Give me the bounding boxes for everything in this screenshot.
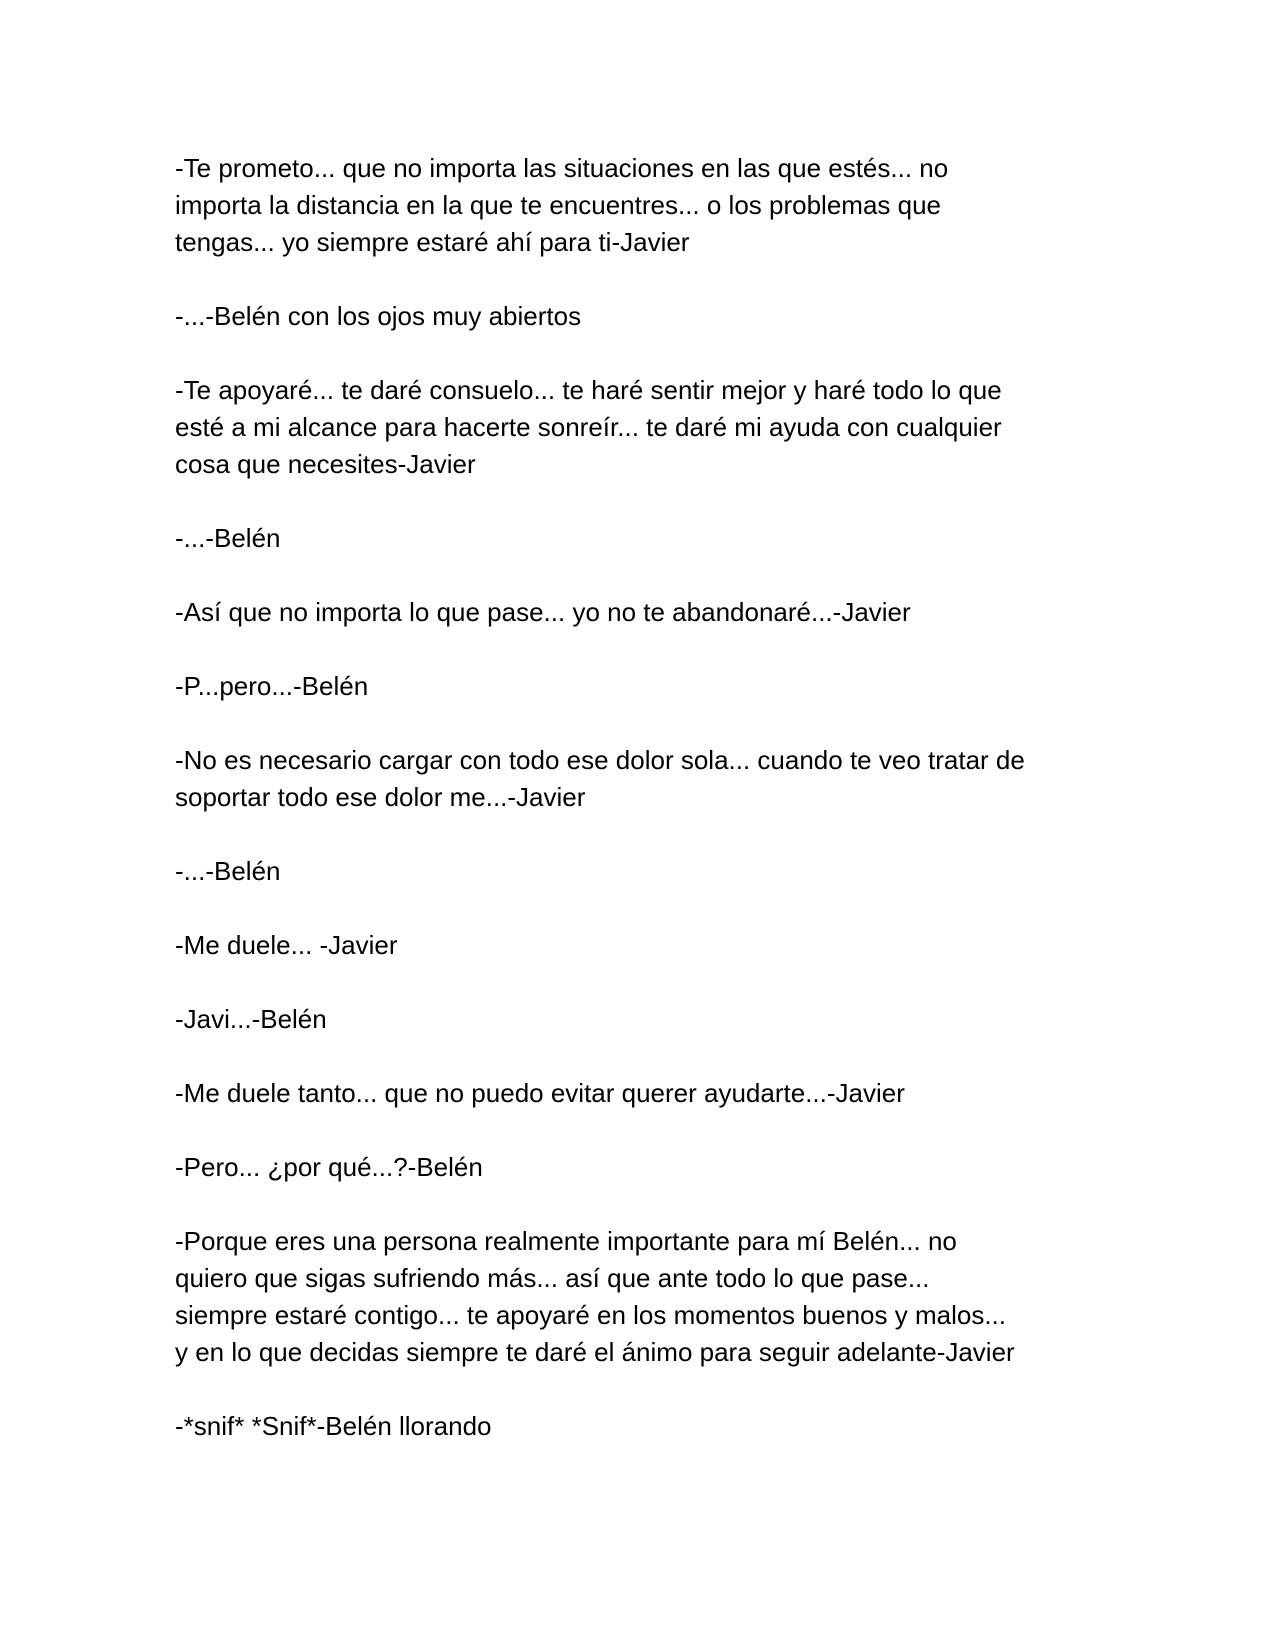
- text-line: tengas... yo siempre estaré ahí para ti-Javier: [175, 227, 690, 257]
- text-line: -Pero... ¿por qué...?-Belén: [175, 1152, 483, 1182]
- text-line: y en lo que decidas siempre te daré el ánimo para seguir adelante-Javier: [175, 1337, 1015, 1367]
- document-body: [175, 150, 1105, 1482]
- paragraph-13: [175, 1223, 1105, 1371]
- paragraph-5: [175, 594, 1105, 631]
- paragraph-7: [175, 742, 1105, 816]
- paragraph-1: [175, 150, 1105, 261]
- text-line: -*snif* *Snif*-Belén llorando: [175, 1411, 492, 1441]
- text-line: -...-Belén: [175, 523, 281, 553]
- paragraph-10: [175, 1001, 1105, 1038]
- text-line: -Te prometo... que no importa las situaciones en las que estés... no: [175, 153, 949, 183]
- paragraph-12: [175, 1149, 1105, 1186]
- text-line: -P...pero...-Belén: [175, 671, 369, 701]
- text-line: quiero que sigas sufriendo más... así que ante todo lo que pase...: [175, 1263, 930, 1293]
- text-line: -No es necesario cargar con todo ese dolor sola... cuando te veo tratar de: [175, 745, 1025, 775]
- paragraph-3: [175, 372, 1105, 483]
- text-line: esté a mi alcance para hacerte sonreír... te daré mi ayuda con cualquier: [175, 412, 1002, 442]
- text-line: -Así que no importa lo que pase... yo no te abandonaré...-Javier: [175, 597, 911, 627]
- text-line: -Me duele... -Javier: [175, 930, 398, 960]
- paragraph-8: [175, 853, 1105, 890]
- text-line: siempre estaré contigo... te apoyaré en los momentos buenos y malos...: [175, 1300, 1006, 1330]
- paragraph-14: [175, 1408, 1105, 1445]
- paragraph-6: [175, 668, 1105, 705]
- text-line: -Porque eres una persona realmente importante para mí Belén... no: [175, 1226, 957, 1256]
- paragraph-11: [175, 1075, 1105, 1112]
- text-line: -Me duele tanto... que no puedo evitar querer ayudarte...-Javier: [175, 1078, 905, 1108]
- paragraph-4: [175, 520, 1105, 557]
- text-line: -...-Belén con los ojos muy abiertos: [175, 301, 582, 331]
- text-line: -Te apoyaré... te daré consuelo... te haré sentir mejor y haré todo lo que: [175, 375, 1002, 405]
- paragraph-2: [175, 298, 1105, 335]
- text-line: soportar todo ese dolor me...-Javier: [175, 782, 586, 812]
- text-line: cosa que necesites-Javier: [175, 449, 476, 479]
- paragraph-9: [175, 927, 1105, 964]
- text-line: importa la distancia en la que te encuentres... o los problemas que: [175, 190, 942, 220]
- text-line: -Javi...-Belén: [175, 1004, 327, 1034]
- text-line: -...-Belén: [175, 856, 281, 886]
